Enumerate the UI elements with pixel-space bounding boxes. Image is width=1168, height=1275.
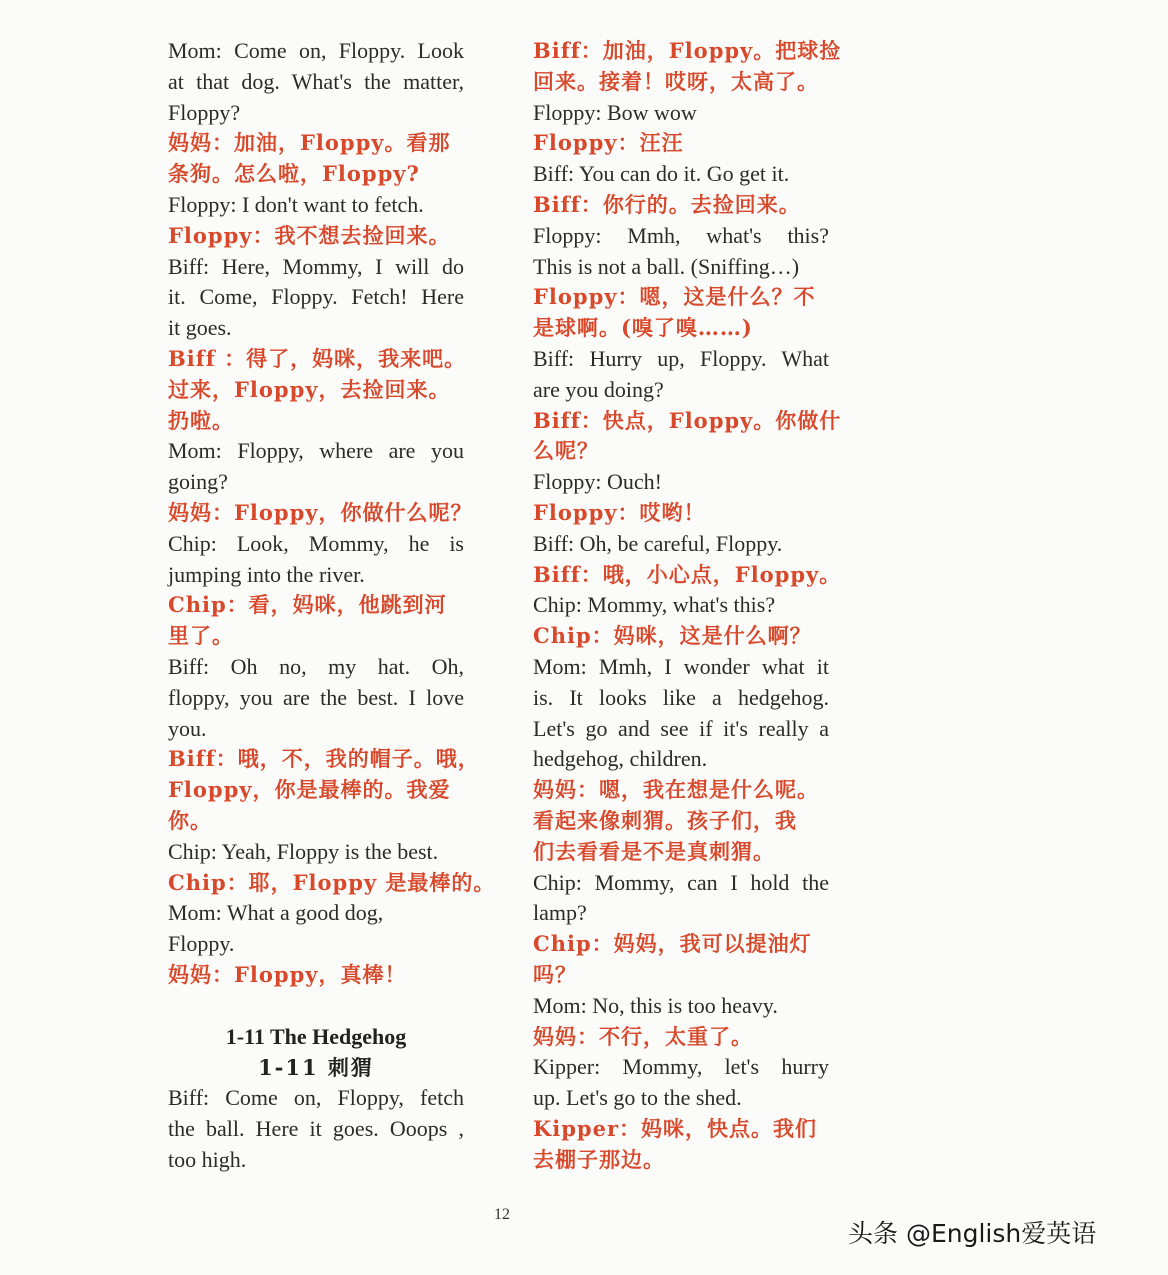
english-dialogue-line: Floppy: Bow wow (533, 99, 697, 125)
english-dialogue-line: Biff: Here, Mommy, I will do (168, 253, 464, 279)
english-dialogue-line: Chip: Look, Mommy, he is (168, 530, 464, 556)
english-dialogue-line: Floppy: Ouch! (533, 469, 662, 495)
chinese-translation-line: 看起来像刺猬。孩子们，我 (533, 807, 797, 833)
english-dialogue-line: floppy, you are the best. I love (168, 684, 464, 710)
english-dialogue-line: jumping into the river. (168, 561, 365, 587)
section-title-chinese: 1-11 刺猬 (258, 1054, 374, 1080)
chinese-translation-line: Biff：你行的。去捡回来。 (533, 191, 801, 217)
english-dialogue-line: Mom: Floppy, where are you (168, 438, 464, 464)
english-dialogue-line: Floppy: I don't want to fetch. (168, 191, 424, 217)
english-dialogue-line: Floppy: Mmh, what's this? (533, 222, 829, 248)
left-text-column (168, 36, 496, 1176)
english-dialogue-line: Biff: Come on, Floppy, fetch (168, 1085, 464, 1111)
english-dialogue-line: at that dog. What's the matter, (168, 68, 464, 94)
chinese-translation-line: Biff：哦，不，我的帽子。哦， (168, 746, 480, 772)
chinese-translation-line: 扔啦。 (168, 407, 234, 433)
chinese-translation-line: 妈妈：Floppy，你做什么呢？ (168, 499, 473, 525)
english-dialogue-line: Kipper: Mommy, let's hurry (533, 1054, 829, 1080)
page-number: 12 (494, 1206, 510, 1223)
chinese-translation-line: 妈妈：加油，Floppy。看那 (168, 130, 451, 156)
english-dialogue-line: Let's go and see if it's really a (533, 715, 829, 741)
chinese-translation-line: 妈妈：嗯，我在想是什么呢。 (533, 777, 819, 803)
english-dialogue-line: Biff: You can do it. Go get it. (533, 161, 790, 187)
chinese-translation-line: 妈妈：Floppy，真棒！ (168, 961, 407, 987)
chinese-translation-line: 么呢？ (533, 438, 599, 464)
right-text-column (533, 36, 842, 1175)
chinese-translation-line: Chip：耶，Floppy 是最棒的。 (168, 869, 496, 895)
english-dialogue-line: lamp? (533, 900, 587, 926)
english-dialogue-line: is. It looks like a hedgehog. (533, 684, 829, 710)
chinese-translation-line: Biff：哦，小心点，Floppy。 (533, 561, 842, 587)
english-dialogue-line: are you doing? (533, 376, 664, 402)
chinese-translation-line: 去棚子那边。 (533, 1146, 665, 1172)
english-dialogue-line: too high. (168, 1146, 247, 1172)
chinese-translation-line: 条狗。怎么啦，Floppy? (168, 161, 420, 187)
chinese-translation-line: 过来，Floppy，去捡回来。 (168, 376, 451, 402)
english-dialogue-line: Mom: Mmh, I wonder what it (533, 653, 829, 679)
section-title-english: 1-11 The Hedgehog (225, 1023, 407, 1049)
chinese-translation-line: Floppy：嗯，这是什么？不 (533, 284, 816, 310)
english-dialogue-line: going? (168, 469, 228, 495)
chinese-translation-line: Floppy：我不想去捡回来。 (168, 222, 451, 248)
chinese-translation-line: 你。 (168, 807, 212, 833)
english-dialogue-line: Biff: Oh no, my hat. Oh, (168, 653, 464, 679)
chinese-translation-line: Biff：加油，Floppy。把球捡 (533, 38, 842, 63)
chinese-translation-line: 里了。 (168, 623, 234, 649)
chinese-translation-line: Biff ：得了，妈咪，我来吧。 (168, 345, 467, 371)
english-dialogue-line: Chip: Mommy, what's this? (533, 592, 776, 618)
english-dialogue-line: This is not a ball. (Sniffing…) (533, 253, 800, 279)
chinese-translation-line: Floppy，你是最棒的。我爱 (168, 777, 451, 803)
chinese-translation-line: Chip：妈咪，这是什么啊？ (533, 623, 812, 649)
english-dialogue-line: up. Let's go to the shed. (533, 1085, 742, 1111)
chinese-translation-line: Floppy：哎哟！ (533, 499, 706, 525)
english-dialogue-line: it. Come, Floppy. Fetch! Here (168, 284, 464, 310)
chinese-translation-line: 妈妈：不行，太重了。 (533, 1023, 753, 1049)
english-dialogue-line: Mom: What a good dog, (168, 900, 384, 926)
english-dialogue-line: the ball. Here it goes. Ooops , (168, 1116, 464, 1142)
english-dialogue-line: Mom: No, this is too heavy. (533, 992, 778, 1018)
english-dialogue-line: hedgehog, children. (533, 746, 708, 772)
chinese-translation-line: Biff：快点，Floppy。你做什 (533, 407, 842, 433)
chinese-translation-line: Floppy：汪汪 (533, 130, 684, 156)
chinese-translation-line: 是球啊。(嗅了嗅……) (533, 315, 753, 341)
english-dialogue-line: Biff: Hurry up, Floppy. What (533, 345, 829, 371)
english-dialogue-line: it goes. (168, 315, 232, 341)
chinese-translation-line: Kipper：妈咪，快点。我们 (533, 1115, 818, 1141)
chinese-translation-line: Chip：妈妈，我可以提油灯 (533, 931, 812, 957)
english-dialogue-line: Floppy. (168, 931, 235, 957)
chinese-translation-line: 们去看看是不是真刺猬。 (533, 838, 775, 864)
chinese-translation-line: 回来。接着！哎呀，太高了。 (533, 68, 819, 94)
english-dialogue-line: Mom: Come on, Floppy. Look (168, 38, 464, 63)
english-dialogue-line: Floppy? (168, 99, 241, 125)
english-dialogue-line: Chip: Yeah, Floppy is the best. (168, 838, 439, 864)
english-dialogue-line: Chip: Mommy, can I hold the (533, 869, 829, 895)
english-dialogue-line: you. (168, 715, 207, 741)
chinese-translation-line: 吗？ (533, 961, 577, 987)
section-spacer (168, 991, 464, 1022)
chinese-translation-line: Chip：看，妈咪，他跳到河 (168, 592, 447, 618)
watermark-text: 头条 @English爱英语 (848, 1219, 1097, 1248)
english-dialogue-line: Biff: Oh, be careful, Floppy. (533, 530, 783, 556)
